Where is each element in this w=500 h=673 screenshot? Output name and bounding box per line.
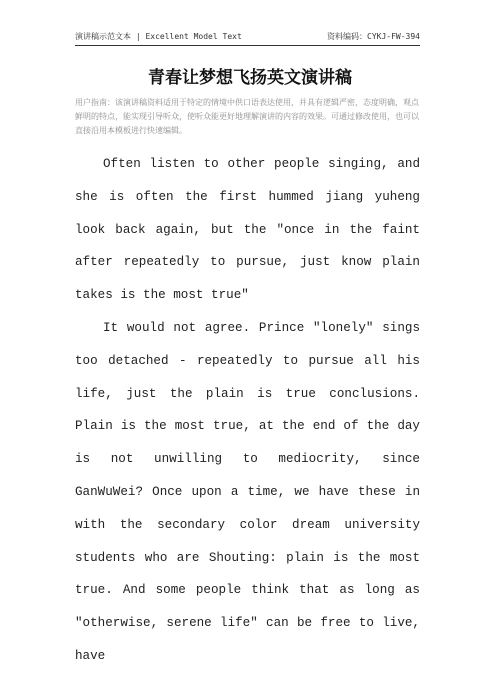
header-left-text: 演讲稿示范文本 | Excellent Model Text <box>75 32 242 41</box>
document-code: 资料编码：CYKJ-FW-394 <box>327 32 420 41</box>
paragraph: It would not agree. Prince "lonely" sings too detached - repeatedly to pursue all his life, just the plain is true conclusions. Plain is the most true, at the end of the day is not unwilling to mediocrity, since GanWuWei? Once upon a time, we have these in with the secondary color dream university students who are Shouting: plain is the most true. And some people think that as long as "otherwise, serene life" can be free to live, have <box>75 320 420 663</box>
user-guide: 用户指南：该演讲稿资料适用于特定的情境中供口语表达使用，并具有逻辑严密，态度明确，观点鲜明的特点，能实现引导听众，使听众能更好地理解演讲的内容的效果。可通过修改使用，也可以直接沿用本模板进行快速编辑。 <box>75 98 419 135</box>
page-header <box>75 27 420 46</box>
paragraph: Often listen to other people singing, and she is often the first hummed jiang yuheng look back again, but the "once in the faint after repeatedly to pursue, just know plain takes is the most true" <box>75 157 420 303</box>
speech-body <box>75 148 420 673</box>
document-title: 青春让梦想飞扬英文演讲稿 <box>148 68 352 88</box>
